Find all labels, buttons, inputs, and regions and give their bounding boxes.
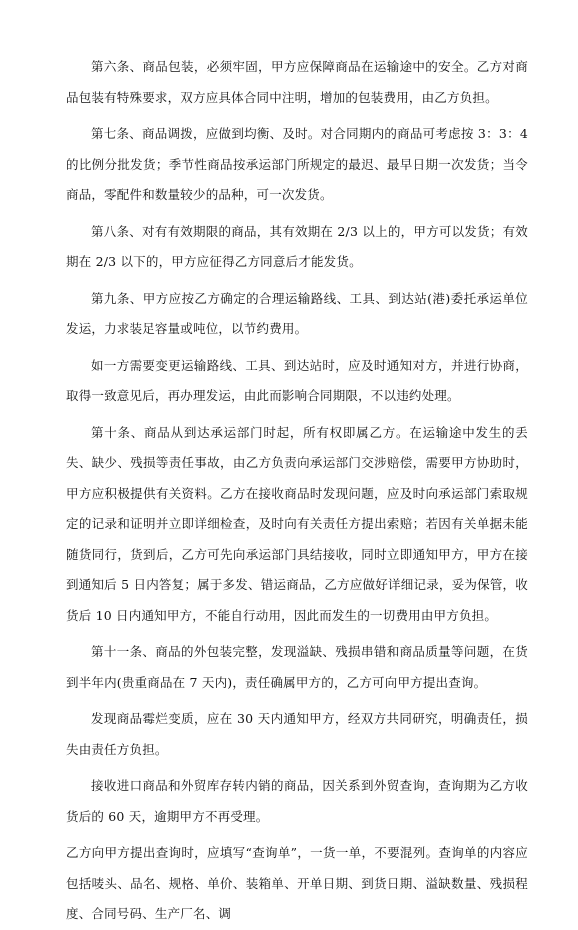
paragraph-article-7: 第七条、商品调拨，应做到均衡、及时。对合同期内的商品可考虑按 3：3：4 的比例分批发货；季节性商品按承运部门所规定的最迟、最早日期一次发货；当令商品，零配件和数量较少的品种，可一次发货。 <box>66 126 528 202</box>
paragraph-imported-goods: 接收进口商品和外贸库存转内销的商品，因关系到外贸查询，查询期为乙方收货后的 60 天，逾期甲方不再受理。 <box>66 778 528 824</box>
paragraph-article-11: 第十一条、商品的外包装完整，发现溢缺、残损串错和商品质量等问题，在货到半年内(贵重商品在 7 天内)，责任确属甲方的，乙方可向甲方提出查询。 <box>66 644 528 690</box>
paragraph-inquiry-form: 乙方向甲方提出查询时，应填写“查询单”，一货一单，不要混列。查询单的内容应包括唛头、品名、规格、单价、装箱单、开单日期、到货日期、溢缺数量、残损程度、合同号码、生产厂名、调 <box>66 845 528 921</box>
paragraph-spoilage: 发现商品霉烂变质，应在 30 天内通知甲方，经双方共同研究，明确责任，损失由责任方负担。 <box>66 711 528 757</box>
paragraph-article-9-change: 如一方需要变更运输路线、工具、到达站时，应及时通知对方，并进行协商，取得一致意见后，再办理发运，由此而影响合同期限，不以违约处理。 <box>66 357 528 403</box>
paragraph-article-8: 第八条、对有有效期限的商品，其有效期在 2/3 以上的，甲方可以发货；有效期在 2/3 以下的，甲方应征得乙方同意后才能发货。 <box>66 223 528 269</box>
paragraph-article-9: 第九条、甲方应按乙方确定的合理运输路线、工具、到达站(港)委托承运单位发运，力求装足容量或吨位，以节约费用。 <box>66 290 528 336</box>
paragraph-article-10: 第十条、商品从到达承运部门时起，所有权即属乙方。在运输途中发生的丢失、缺少、残损等责任事故，由乙方负责向承运部门交涉赔偿，需要甲方协助时，甲方应积极提供有关资料。乙方在接收商品时发现问题，应及时向承运部门索取规定的记录和证明并立即详细检查，及时向有关责任方提出索赔；若因有关单据未能随货同行，货到后，乙方可先向承运部门具结接收，同时立即通知甲方，甲方在接到通知后 5 日内答复；属于多发、错运商品，乙方应做好详细记录，妥为保管，收货后 10 日内通知甲方，不能自行动用，因此而发生的一切费用由甲方负担。 <box>66 424 528 623</box>
paragraph-article-6: 第六条、商品包装，必须牢固，甲方应保障商品在运输途中的安全。乙方对商品包装有特殊要求，双方应具体合同中注明，增加的包装费用，由乙方负担。 <box>66 59 528 105</box>
